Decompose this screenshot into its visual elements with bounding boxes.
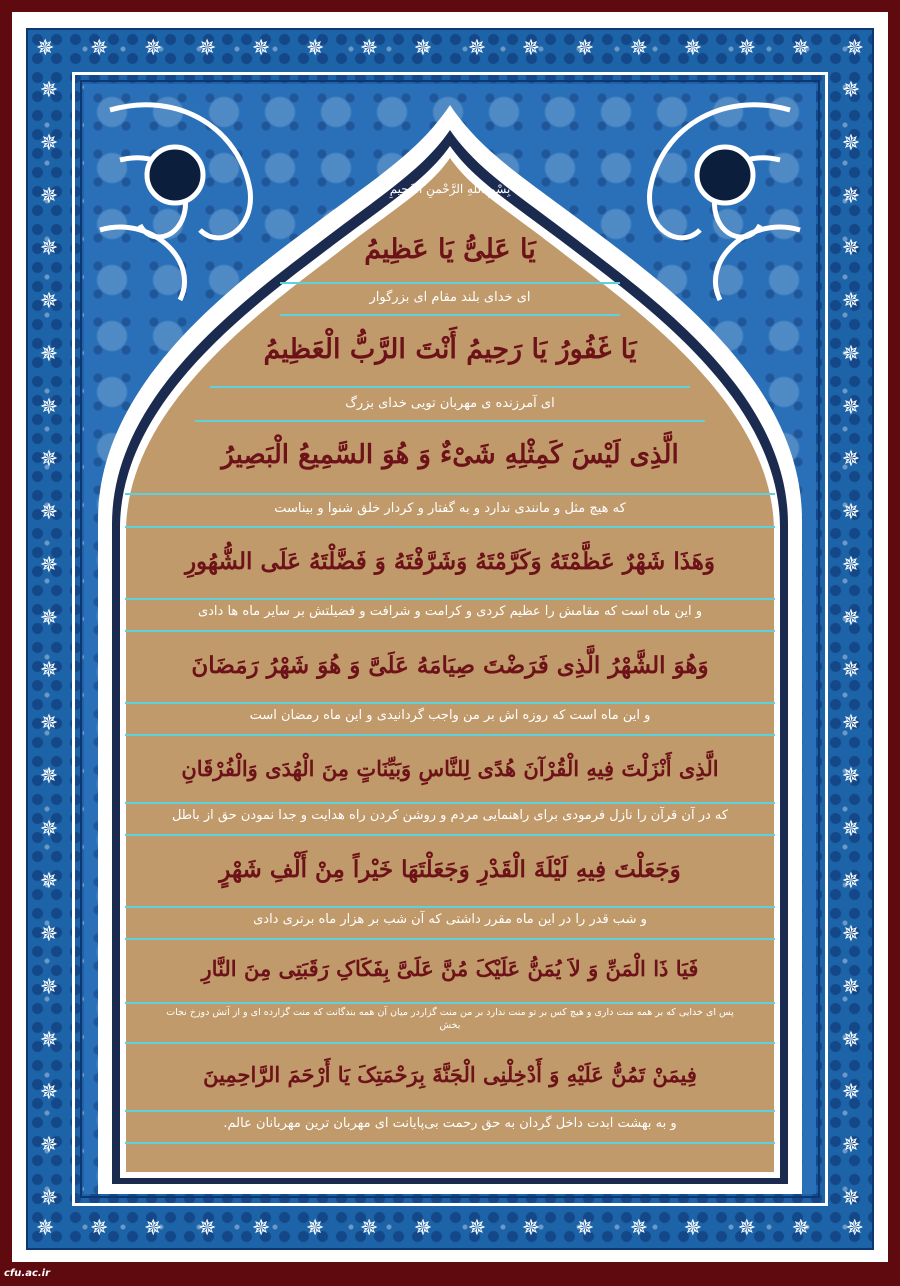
star-icon: ✵ [39,922,59,947]
star-icon: ✵ [467,36,487,61]
star-icon: ✵ [845,1216,864,1241]
star-icon: ✵ [413,1216,433,1241]
divider-rule [125,493,775,495]
divider-rule [125,526,775,528]
divider-rule [125,834,775,836]
star-icon: ✵ [841,236,861,262]
star-icon: ✵ [841,1080,861,1106]
star-icon: ✵ [39,711,59,736]
star-icon: ✵ [841,1027,861,1053]
star-icon: ✵ [467,1216,487,1241]
star-icon: ✵ [521,1216,541,1241]
arabic-verse-8: فَیَا ذَا الْمَنِّ وَ لاَ یُمَنُّ عَلَیْکَ مُنَّ عَلَیَّ بِفَکَاکِ رَقَبَتِی مِنَ النَّارِ [201,956,699,981]
divider-rule [125,1110,775,1112]
star-icon: ✵ [197,36,217,61]
arabic-verse-7: وَجَعَلْتَ فِیهِ لَیْلَةَ الْقَدْرِ وَجَعَلْتَهَا خَیْراً مِنْ أَلْفِ شَهْرٍ [219,856,681,883]
star-icon: ✵ [841,711,861,736]
star-icon: ✵ [36,1216,55,1241]
persian-translation-1: ای خدای بلند مقام ای بزرگوار [369,290,531,305]
star-icon: ✵ [197,1216,217,1241]
arabic-verse-4: وَهَذَا شَهْرٌ عَظَّمْتَهُ وَکَرَّمْتَهُ وَشَرَّفْتَهُ وَ فَضَّلْتَهُ عَلَى الشُّهُورِ [184,548,716,575]
star-icon: ✵ [39,1185,59,1211]
star-icon: ✵ [575,36,595,61]
star-icon: ✵ [359,1216,379,1241]
divider-rule [125,598,775,600]
arabic-verse-9: فِیمَنْ تَمُنُّ عَلَیْهِ وَ أَدْخِلْنِی الْجَنَّةَ بِرَحْمَتِکَ یَا أَرْحَمَ الرَّاحِمِینَ [203,1062,697,1087]
divider-rule [125,802,775,804]
divider-rule [125,1002,775,1004]
divider-rule [125,938,775,940]
star-icon: ✵ [841,394,861,420]
star-icon: ✵ [841,605,861,631]
star-icon: ✵ [36,36,55,61]
arabic-verse-5: وَهُوَ الشَّهْرُ الَّذِی فَرَضْتَ صِیَامَهُ عَلَیَّ وَ هُوَ شَهْرُ رَمَضَانَ [191,652,709,679]
star-icon: ✵ [841,78,861,103]
star-icon: ✵ [737,1216,757,1241]
star-icon: ✵ [841,1133,861,1158]
star-icon: ✵ [143,1216,163,1241]
website-credit: cfu.ac.ir [4,1268,51,1279]
star-icon: ✵ [629,36,649,61]
divider-rule [210,386,690,388]
star-icon: ✵ [841,869,861,895]
star-icon: ✵ [89,36,109,61]
star-icon: ✵ [629,1216,649,1241]
star-icon: ✵ [39,500,59,525]
star-icon: ✵ [39,869,59,895]
star-icon: ✵ [251,36,271,61]
star-icon: ✵ [683,36,703,61]
divider-rule [195,420,705,422]
star-icon: ✵ [841,816,861,842]
star-icon: ✵ [841,447,861,473]
star-icon: ✵ [39,236,59,262]
persian-translation-7: و شب قدر را در این ماه مقرر داشتی که آن شب بر هزار ماه برتری دادی [253,912,647,927]
persian-translation-9: و به بهشت ابدت داخل گردان به حق رحمت بی‌پایانت ای مهربان ترین مهربانان عالم. [223,1116,677,1131]
divider-rule [125,1142,775,1144]
star-icon: ✵ [413,36,433,61]
star-icon: ✵ [841,658,861,684]
bismillah: بِسْمِ اللهِ الرَّحْمنِ الرَّحِیمِ [389,182,511,196]
star-icon: ✵ [39,1133,59,1158]
star-icon: ✵ [841,183,861,209]
star-icon: ✵ [683,1216,703,1241]
star-icon: ✵ [841,341,861,367]
persian-translation-2: ای آمرزنده ی مهربان تویی خدای بزرگ [345,396,555,411]
star-icon: ✵ [39,394,59,420]
star-icon: ✵ [39,605,59,631]
star-icon: ✵ [305,1216,325,1241]
prayer-panel [125,168,775,1178]
star-icon: ✵ [305,36,325,61]
star-icon: ✵ [791,36,810,61]
persian-translation-4: و این ماه است که مقامش را عظیم کردی و کرامت و شرافت و فضیلتش بر سایر ماه ها دادی [197,604,703,619]
star-icon: ✵ [251,1216,271,1241]
divider-rule [125,630,775,632]
star-icon: ✵ [143,36,163,61]
arabic-verse-2: یَا غَفُورُ یَا رَحِیمُ أَنْتَ الرَّبُّ الْعَظِیمُ [263,334,637,365]
star-icon: ✵ [39,1080,59,1106]
star-icon: ✵ [39,341,59,367]
star-icon: ✵ [841,130,861,156]
star-icon: ✵ [841,500,861,525]
star-icon: ✵ [39,974,59,1000]
star-icon: ✵ [737,36,757,61]
persian-translation-6: که در آن قرآن را نازل فرمودی برای راهنمایی مردم و روشن کردن راه هدایت و جدا نمودن حق از باطل [171,808,729,823]
divider-rule [280,314,620,316]
divider-rule [125,906,775,908]
star-icon: ✵ [845,36,864,61]
arabic-verse-1: یَا عَلِیُّ یَا عَظِیمُ [364,234,536,265]
star-icon: ✵ [39,552,59,578]
star-icon: ✵ [39,658,59,684]
star-icon: ✵ [39,816,59,842]
star-icon: ✵ [39,78,59,103]
arabic-verse-3: الَّذِی لَیْسَ کَمِثْلِهِ شَیْءٌ وَ هُوَ السَّمِیعُ الْبَصِیرُ [221,440,679,470]
star-icon: ✵ [359,36,379,61]
persian-translation-8: پس ای خدایی که بر همه منت داری و هیچ کس بر تو منت ندارد بر من منت گزاردر میان آن همه بندگانت که منت گزارده ای و از آتش دوزخ نجات بخش [166,1007,734,1031]
star-icon: ✵ [521,36,541,61]
divider-rule [125,1042,775,1044]
star-icon: ✵ [575,1216,595,1241]
star-icon: ✵ [841,1185,861,1211]
star-icon: ✵ [39,130,59,156]
persian-translation-3: که هیچ مثل و مانندی ندارد و به گفتار و کردار خلق شنوا و بیناست [274,501,626,516]
star-icon: ✵ [39,447,59,473]
star-icon: ✵ [841,974,861,1000]
star-icon: ✵ [39,289,59,314]
star-icon: ✵ [841,763,861,789]
arabic-verse-6: الَّذِی أَنْزَلْتَ فِیهِ الْقُرْآنَ هُدًى لِلنَّاسِ وَبَیِّنَاتٍ مِنَ الْهُدَى وَالْفُرْقَانِ [181,756,719,781]
divider-rule [125,734,775,736]
star-icon: ✵ [841,552,861,578]
star-icon: ✵ [39,183,59,209]
divider-rule [125,702,775,704]
star-icon: ✵ [39,763,59,789]
persian-translation-5: و این ماه است که روزه اش بر من واجب گردانیدی و این ماه رمضان است [249,708,651,723]
star-icon: ✵ [39,1027,59,1053]
star-icon: ✵ [791,1216,810,1241]
star-icon: ✵ [841,289,861,314]
star-icon: ✵ [841,922,861,947]
divider-rule [280,282,620,284]
star-icon: ✵ [89,1216,109,1241]
